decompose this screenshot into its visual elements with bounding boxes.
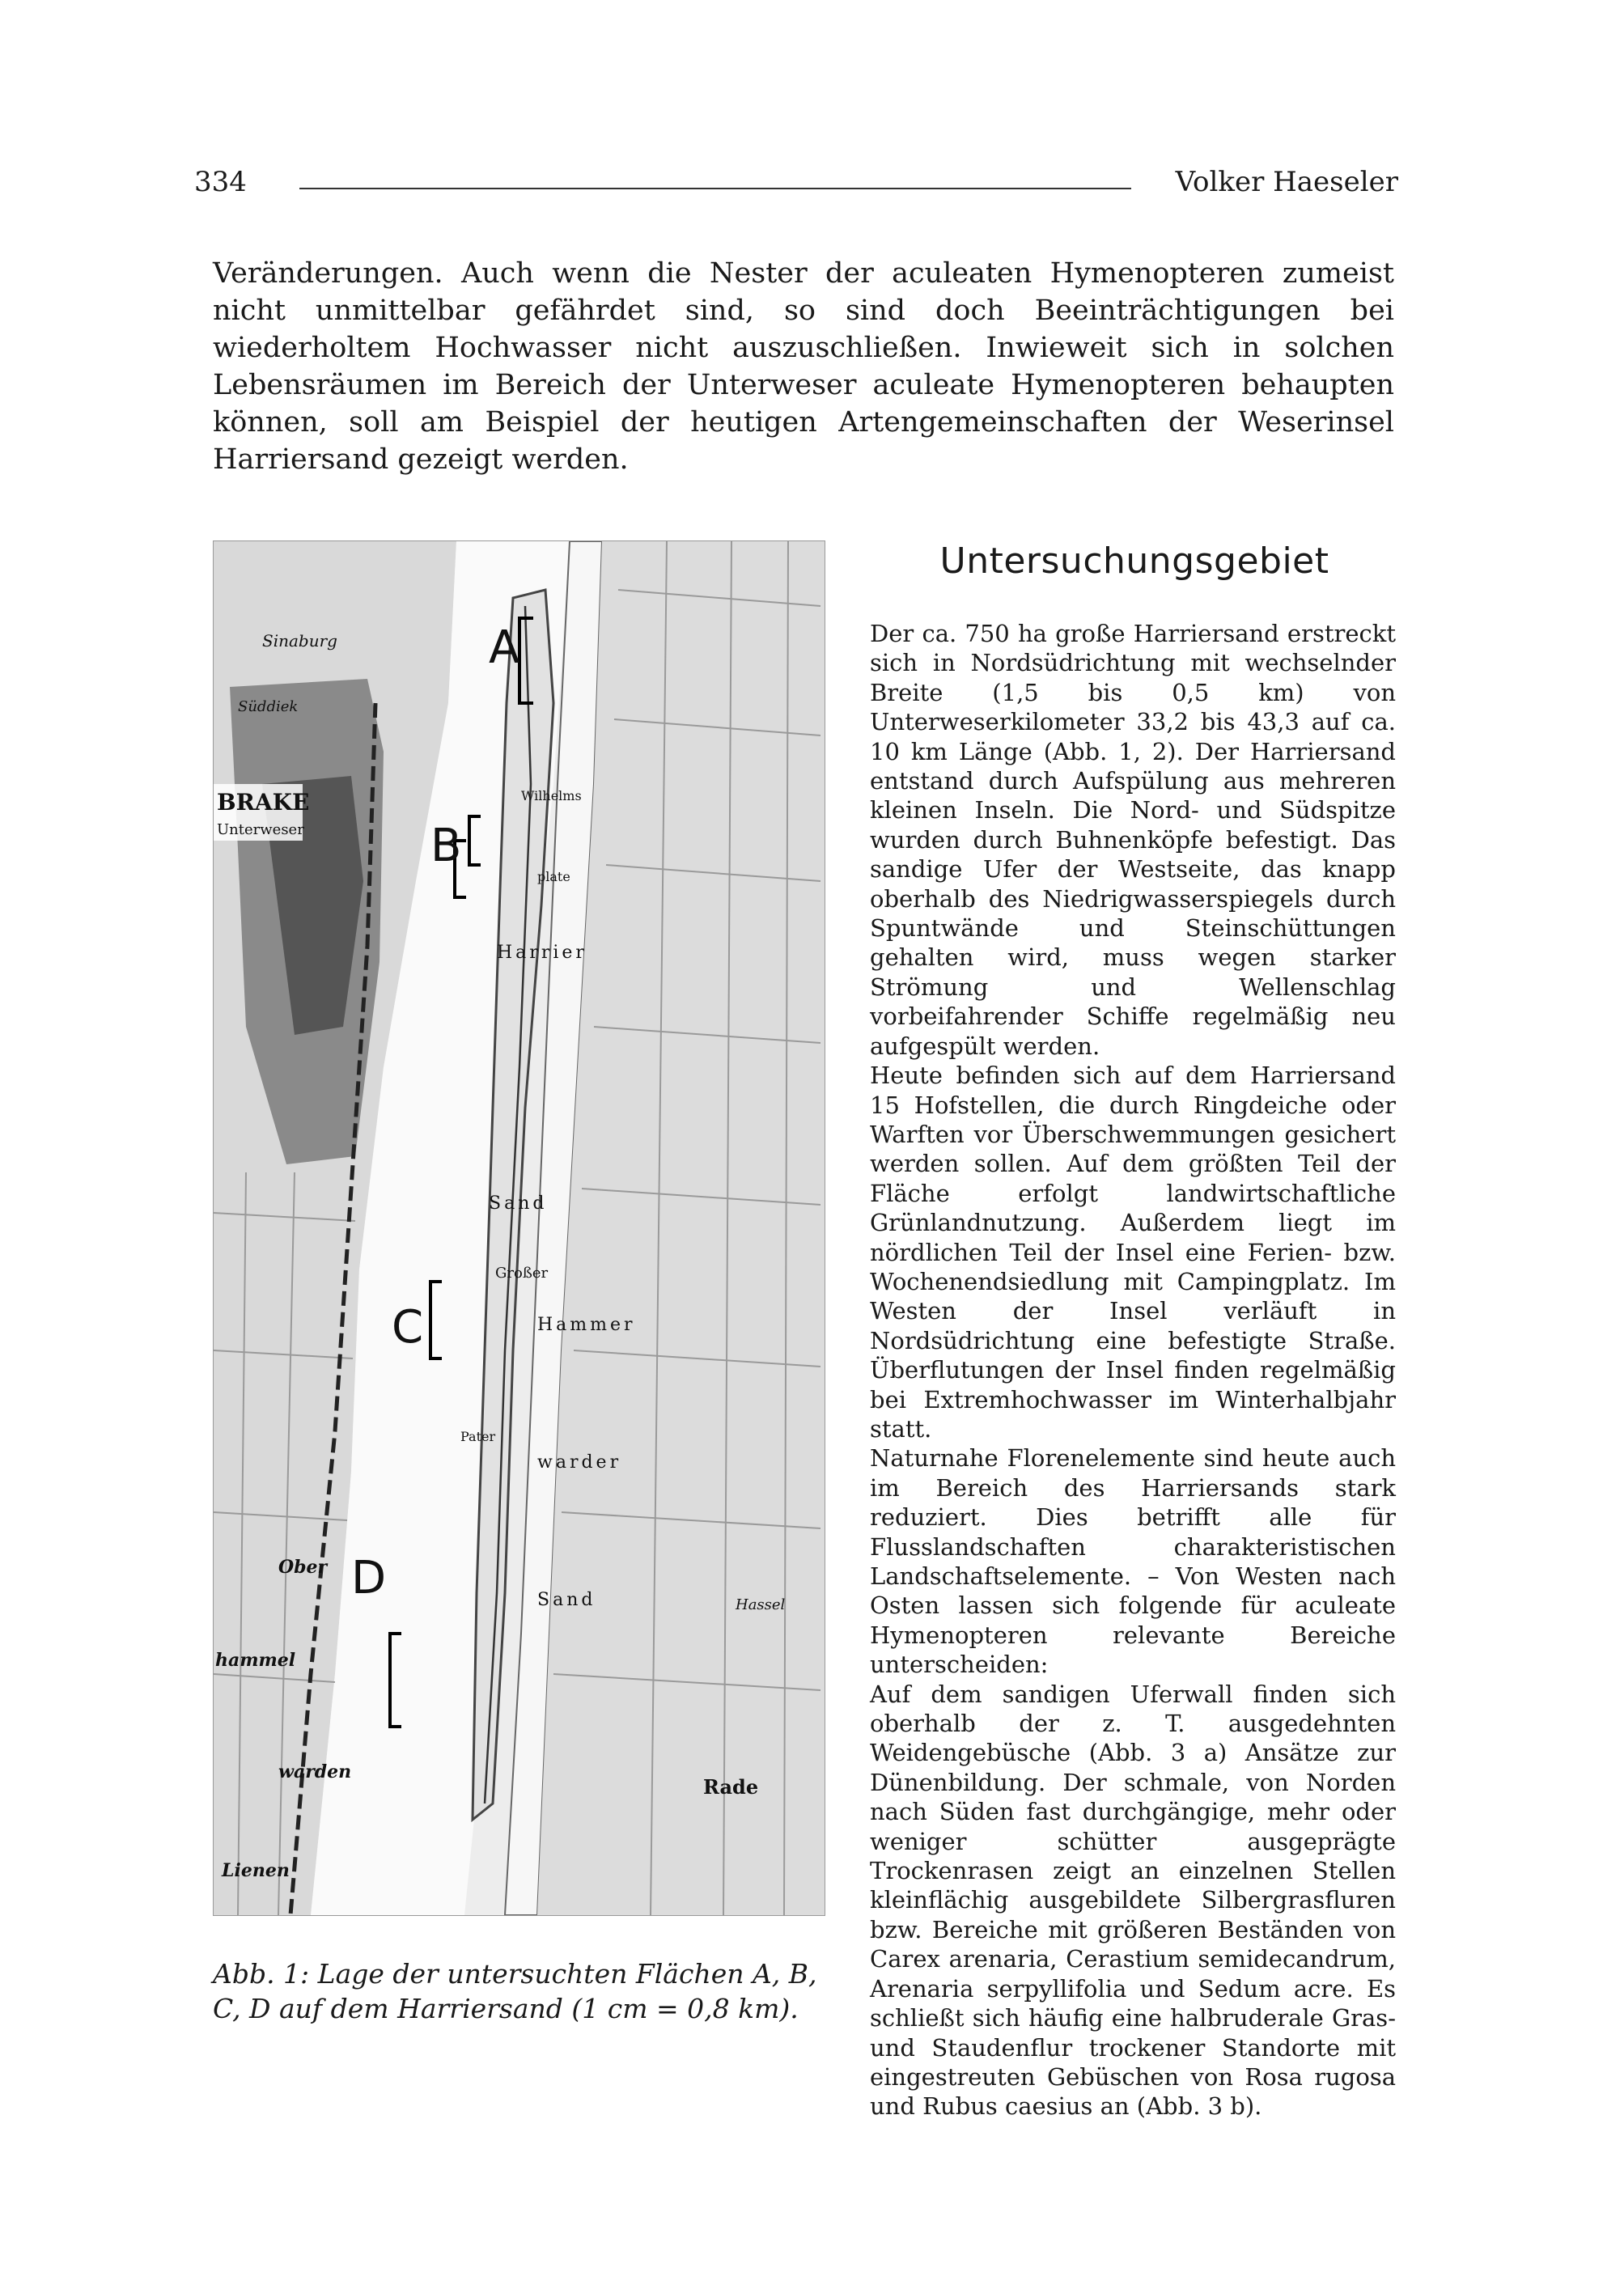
- section-paragraph: Der ca. 750 ha große Harriersand erstreckt sich in Nordsüdrichtung mit wechselnder Breite (1,5 bis 0,5 km) von Unterweserkilometer 33,2 bis 43,3 auf ca. 10 km Länge (Abb. 1, 2). Der Harriersand entstand durch Aufspülung aus mehreren kleinen Inseln. Die Nord- und Südspitze wurden durch Buhnenköpfe befestigt. Das sandige Ufer der Westseite, das knapp oberhalb des Niedrigwasserspiegels durch Spuntwände und Steinschüttungen gehalten wird, muss wegen starker Strömung und Wellenschlag vorbeifahrender Schiffe regelmäßig neu aufgespült werden.: [870, 620, 1396, 1060]
- map-label-brake: BRAKE: [217, 789, 310, 816]
- map-label-suddiek: Süddiek: [238, 698, 299, 715]
- header-rule: [299, 188, 1131, 189]
- running-author: Volker Haeseler: [1175, 166, 1398, 198]
- map-label-unterweser: Unterweser: [217, 821, 304, 838]
- map-label-hammer: Hammer: [537, 1315, 636, 1335]
- intro-paragraph: Veränderungen. Auch wenn die Nester der aculeaten Hymenopteren zumeist nicht unmittelbar gefährdet sind, so sind doch Beeinträchtigungen bei wiederholtem Hochwasser nicht auszuschließen. Inwieweit sich in solchen Lebensräumen im Bereich der Unterweser aculeate Hymenopteren behaupten können, soll am Beispiel der heutigen Artengemeinschaften der Weserinsel Harriersand gezeigt werden.: [213, 257, 1394, 476]
- map-label-rade: Rade: [703, 1775, 759, 1799]
- map-label-wilhelms: Wilhelms: [521, 788, 582, 803]
- section-heading: Untersuchungsgebiet: [939, 540, 1329, 582]
- map-label-area-b: B: [430, 820, 462, 872]
- map-label-grosser: Großer: [495, 1265, 549, 1282]
- section-paragraph: Auf dem sandigen Uferwall finden sich oberhalb der z. T. ausgedehnten Weidengebüsche (Abb. 3 a) Ansätze zur Dünenbildung. Der schmale, von Norden nach Süden fast durchgängige, mehr oder weniger schütter ausgeprägte Trockenrasen zeigt an einzelnen Stellen kleinflächig ausgebildete Silbergrasfluren bzw. Bereiche mit größeren Beständen von Carex arenaria, Cerastium semidecandrum, Arenaria serpyllifolia und Sedum acre. Es schließt sich häufig eine halbruderale Gras- und Staudenflur trockener Standorte mit eingestreuten Gebüschen von Rosa rugosa und Rubus caesius an (Abb. 3 b).: [870, 1680, 1396, 2121]
- map-label-sand-1: Sand: [489, 1193, 548, 1214]
- intro-text: [213, 255, 1394, 478]
- map-label-area-a: A: [489, 621, 520, 674]
- section-body: [870, 619, 1396, 2121]
- map-label-area-c: C: [392, 1301, 424, 1354]
- map-label-plate: plate: [537, 869, 570, 884]
- page-number: 334: [194, 166, 247, 198]
- map-label-warder: warder: [537, 1452, 622, 1473]
- running-header: [194, 166, 1398, 205]
- map-label-hassel: Hassel: [736, 1596, 786, 1613]
- map-label-ober: Ober: [278, 1557, 328, 1578]
- map-label-lienen: Lienen: [222, 1860, 290, 1881]
- map-label-warden: warden: [278, 1761, 352, 1782]
- map-label-hammel: hammel: [215, 1650, 296, 1671]
- section-paragraph: Heute befinden sich auf dem Harriersand 15 Hofstellen, die durch Ringdeiche oder Warften vor Überschwemmungen gesichert werden sollen. Auf dem größten Teil der Fläche erfolgt landwirtschaftliche Grünlandnutzung. Außerdem liegt im nördlichen Teil der Insel eine Ferien- bzw. Wochenendsiedlung mit Campingplatz. Im Westen der Insel verläuft in Nordsüdrichtung eine befestigte Straße. Überflutungen der Insel finden regelmäßig bei Extremhochwasser im Winterhalbjahr statt.: [870, 1062, 1396, 1443]
- figure-caption: Abb. 1: Lage der untersuchten Flächen A, B, C, D auf dem Harriersand (1 cm = 0,8 km).: [213, 1958, 817, 2024]
- map-label-area-d: D: [351, 1552, 387, 1604]
- map-label-sinaburg: Sinaburg: [262, 631, 337, 651]
- map-figure: [213, 540, 825, 1916]
- map-label-pater: Pater: [460, 1429, 496, 1444]
- section-paragraph: Naturnahe Florenelemente sind heute auch im Bereich des Harriersands stark reduziert. Dies betrifft alle für Flusslandschaften charakteristischen Landschaftselemente. – Von Westen nach Osten lassen sich folgende für aculeate Hymenopteren relevante Bereiche unterscheiden:: [870, 1444, 1396, 1679]
- topographic-map: [214, 541, 825, 1915]
- map-label-harrier: Harrier: [497, 943, 587, 963]
- map-label-sand-2: Sand: [537, 1590, 596, 1610]
